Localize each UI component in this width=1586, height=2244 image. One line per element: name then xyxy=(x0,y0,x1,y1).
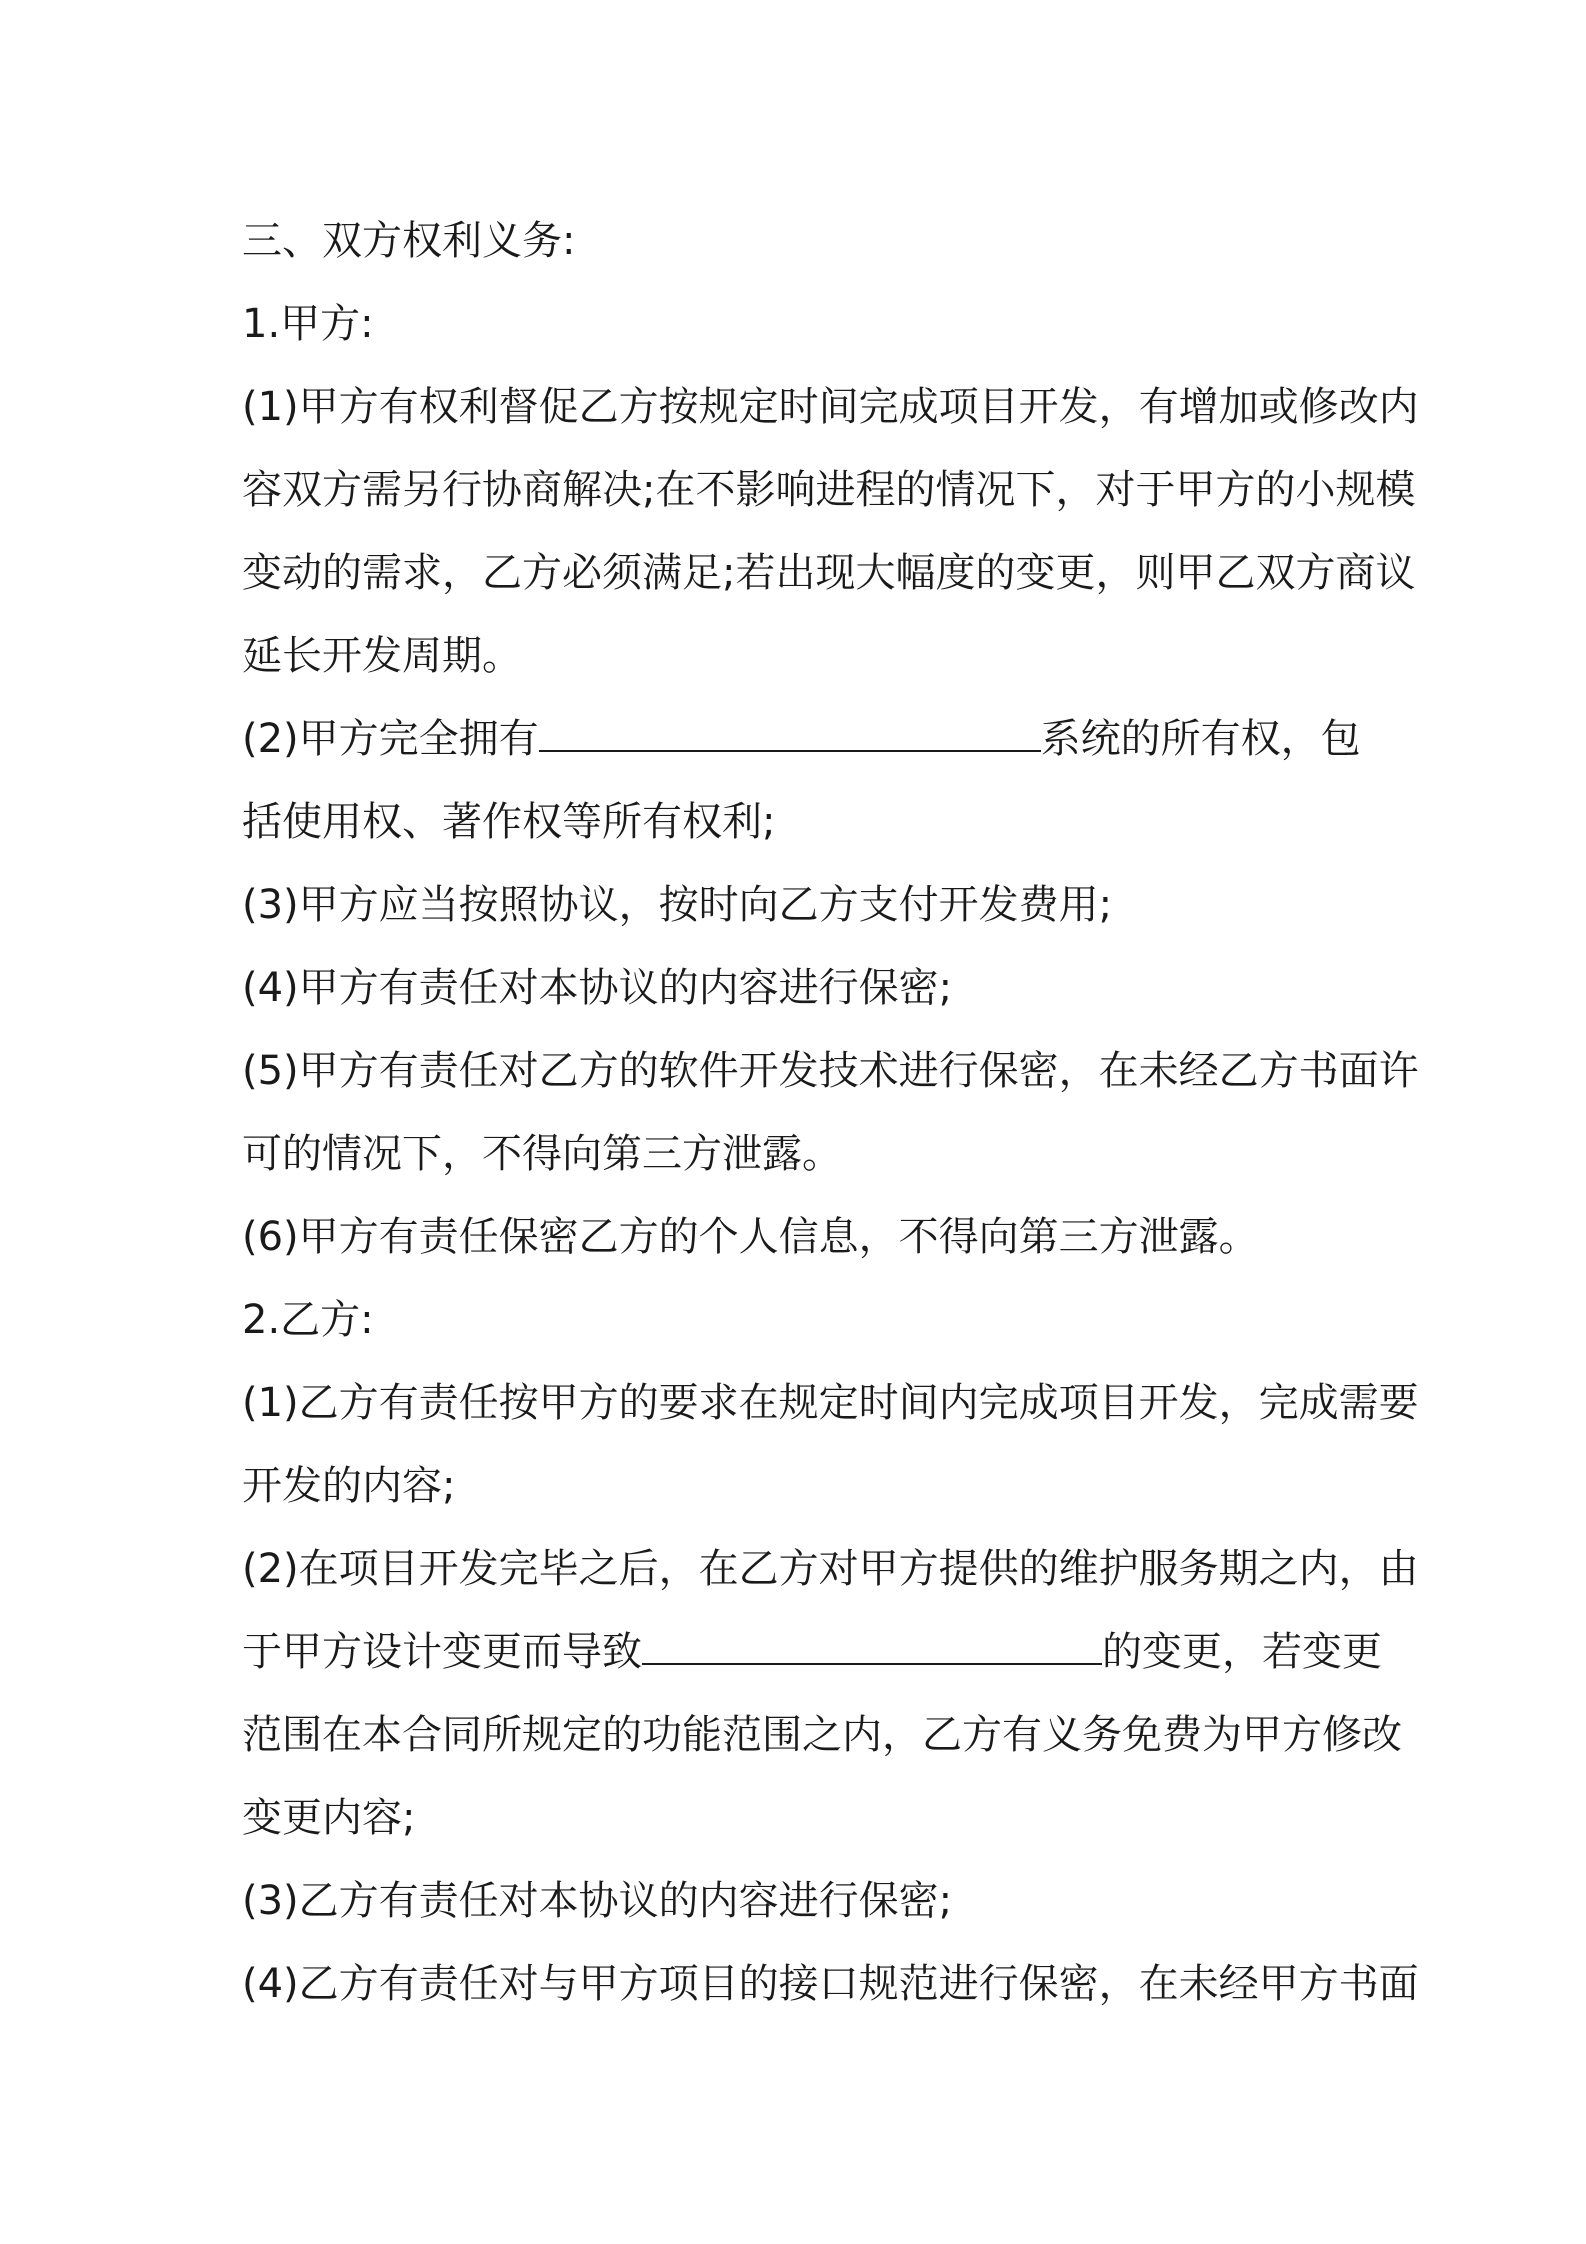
party-a-item-3: (3)甲方应当按照协议，按时向乙方支付开发费用; xyxy=(242,882,1113,928)
party-a-item-1-line-1: (1)甲方有权利督促乙方按规定时间完成项目开发，有增加或修改内 xyxy=(242,384,1419,430)
party-b-item-1-line-2: 开发的内容; xyxy=(242,1463,456,1509)
document-body xyxy=(242,200,1419,2026)
party-a-title: 1.甲方: xyxy=(242,301,374,347)
party-b-item-1-line-1: (1)乙方有责任按甲方的要求在规定时间内完成项目开发，完成需要 xyxy=(242,1380,1419,1426)
section-heading: 三、双方权利义务: xyxy=(242,218,576,264)
party-b-item-2-line-1: (2)在项目开发完毕之后，在乙方对甲方提供的维护服务期之内，由 xyxy=(242,1546,1419,1592)
party-a-item-2-line-2: 括使用权、著作权等所有权利; xyxy=(242,799,776,845)
party-a-item-2-line-1 xyxy=(242,698,1362,781)
party-a-item-4: (4)甲方有责任对本协议的内容进行保密; xyxy=(242,965,953,1011)
party-b-item-2-line-4: 变更内容; xyxy=(242,1795,416,1841)
party-a-item-5-line-1: (5)甲方有责任对乙方的软件开发技术进行保密，在未经乙方书面许 xyxy=(242,1048,1419,1094)
party-b-title: 2.乙方: xyxy=(242,1297,374,1343)
party-a-item-1-line-4: 延长开发周期。 xyxy=(242,633,522,679)
party-b-item-2-text-before: 于甲方设计变更而导致 xyxy=(242,1629,642,1675)
system-name-blank xyxy=(539,720,1041,752)
party-a-item-1-line-2: 容双方需另行协商解决;在不影响进程的情况下，对于甲方的小规模 xyxy=(242,467,1416,513)
party-a-item-2-text-before: (2)甲方完全拥有 xyxy=(242,716,539,762)
party-a-item-6: (6)甲方有责任保密乙方的个人信息，不得向第三方泄露。 xyxy=(242,1214,1259,1260)
party-b-item-4-line-1: (4)乙方有责任对与甲方项目的接口规范进行保密，在未经甲方书面 xyxy=(242,1961,1419,2007)
party-b-item-2-line-2 xyxy=(242,1611,1382,1694)
party-b-item-3: (3)乙方有责任对本协议的内容进行保密; xyxy=(242,1878,953,1924)
party-b-item-2-text-after: 的变更，若变更 xyxy=(1102,1629,1382,1675)
party-a-item-5-line-2: 可的情况下，不得向第三方泄露。 xyxy=(242,1131,842,1177)
change-reason-blank xyxy=(642,1633,1102,1665)
party-b-item-2-line-3: 范围在本合同所规定的功能范围之内，乙方有义务免费为甲方修改 xyxy=(242,1712,1402,1758)
party-a-item-2-text-after: 系统的所有权，包 xyxy=(1040,716,1361,762)
party-a-item-1-line-3: 变动的需求，乙方必须满足;若出现大幅度的变更，则甲乙双方商议 xyxy=(242,550,1416,596)
